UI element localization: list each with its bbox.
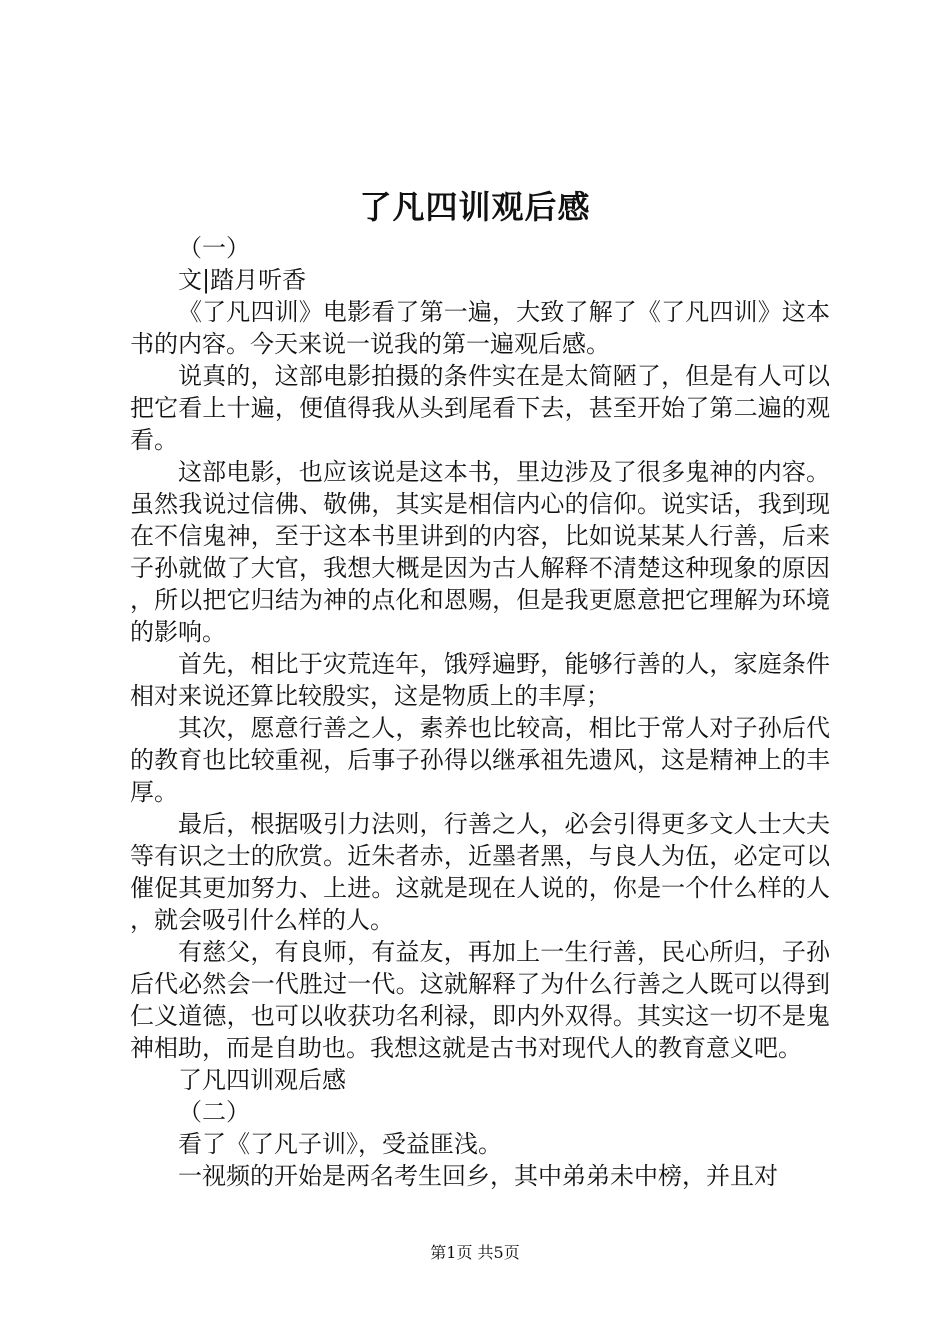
paragraph: 了凡四训观后感 bbox=[178, 1066, 346, 1094]
paragraph: （二） bbox=[178, 1098, 250, 1126]
page-number-footer: 第1页 共5页 bbox=[430, 1243, 520, 1262]
paragraph: 一视频的开始是两名考生回乡，其中弟弟未中榜，并且对 bbox=[178, 1162, 778, 1190]
paragraph: （一） bbox=[178, 234, 250, 262]
paragraph: 这部电影，也应该说是这本书，里边涉及了很多鬼神的内容。虽然我说过信佛、敬佛，其实是相信内心的信仰。说实话，我到现在不信鬼神，至于这本书里讲到的内容，比如说某某人行善，后来子孙就做了大官，我想大概是因为古人解释不清楚这种现象的原因，所以把它归结为神的点化和恩赐，但是我更愿意把它理解为环境的影响。 bbox=[130, 458, 830, 646]
paragraph: 《了凡四训》电影看了第一遍，大致了解了《了凡四训》这本书的内容。今天来说一说我的第一遍观后感。 bbox=[130, 298, 830, 358]
paragraph: 其次，愿意行善之人，素养也比较高，相比于常人对子孙后代的教育也比较重视，后事子孙得以继承祖先遗风，这是精神上的丰厚。 bbox=[130, 714, 830, 806]
paragraph: 有慈父，有良师，有益友，再加上一生行善，民心所归，子孙后代必然会一代胜过一代。这就解释了为什么行善之人既可以得到仁义道德，也可以收获功名利禄，即内外双得。其实这一切不是鬼神相助，而是自助也。我想这就是古书对现代人的教育意义吧。 bbox=[130, 938, 830, 1062]
paragraph: 说真的，这部电影拍摄的条件实在是太简陋了，但是有人可以把它看上十遍，便值得我从头到尾看下去，甚至开始了第二遍的观看。 bbox=[130, 362, 830, 454]
paragraph: 最后，根据吸引力法则，行善之人，必会引得更多文人士大夫等有识之士的欣赏。近朱者赤，近墨者黑，与良人为伍，必定可以催促其更加努力、上进。这就是现在人说的，你是一个什么样的人，就会吸引什么样的人。 bbox=[130, 810, 830, 934]
paragraph: 看了《了凡子训》，受益匪浅。 bbox=[178, 1130, 502, 1158]
paragraph: 文|踏月听香 bbox=[178, 266, 307, 294]
document-title: 了凡四训观后感 bbox=[359, 188, 591, 226]
document-body bbox=[130, 232, 830, 1192]
paragraph: 首先，相比于灾荒连年，饿殍遍野，能够行善的人，家庭条件相对来说还算比较殷实，这是物质上的丰厚； bbox=[130, 650, 830, 710]
